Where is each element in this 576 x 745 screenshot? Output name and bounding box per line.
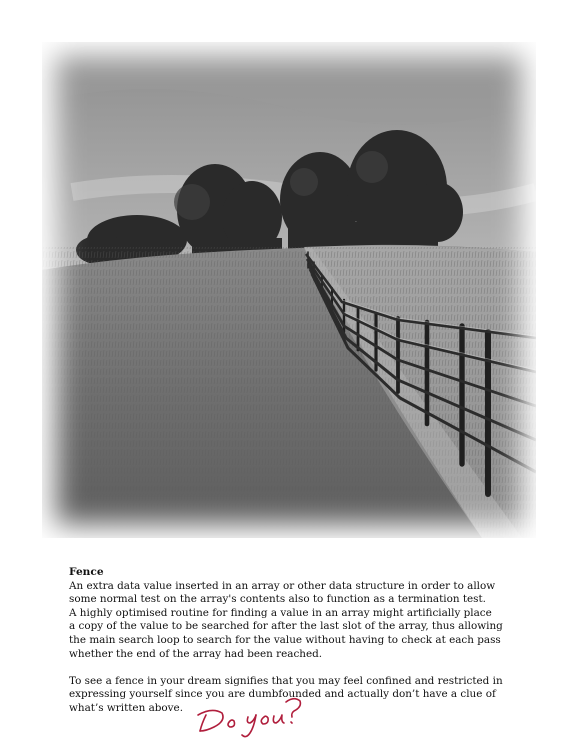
handwritten-signature (196, 693, 308, 741)
definition-term: Fence (69, 566, 104, 578)
definition-body: An extra data value inserted in an array or other data structure in order to allow some normal test on the array's contents also to function as a termination test. A highly optimised routine for finding a value in an array might artificially place a copy of the value to be searched for after the last slot of the array, thus allowing the main search loop to search for the value without having to check at each pass whether the end of the array had been reached. (69, 579, 503, 660)
dream-interpretation: To see a fence in your dream signifies that you may feel confined and restricted in expressing yourself since you are dumbfounded and actually don’t have a clue of what’s written above. (69, 674, 503, 714)
fence-photo (42, 42, 536, 538)
